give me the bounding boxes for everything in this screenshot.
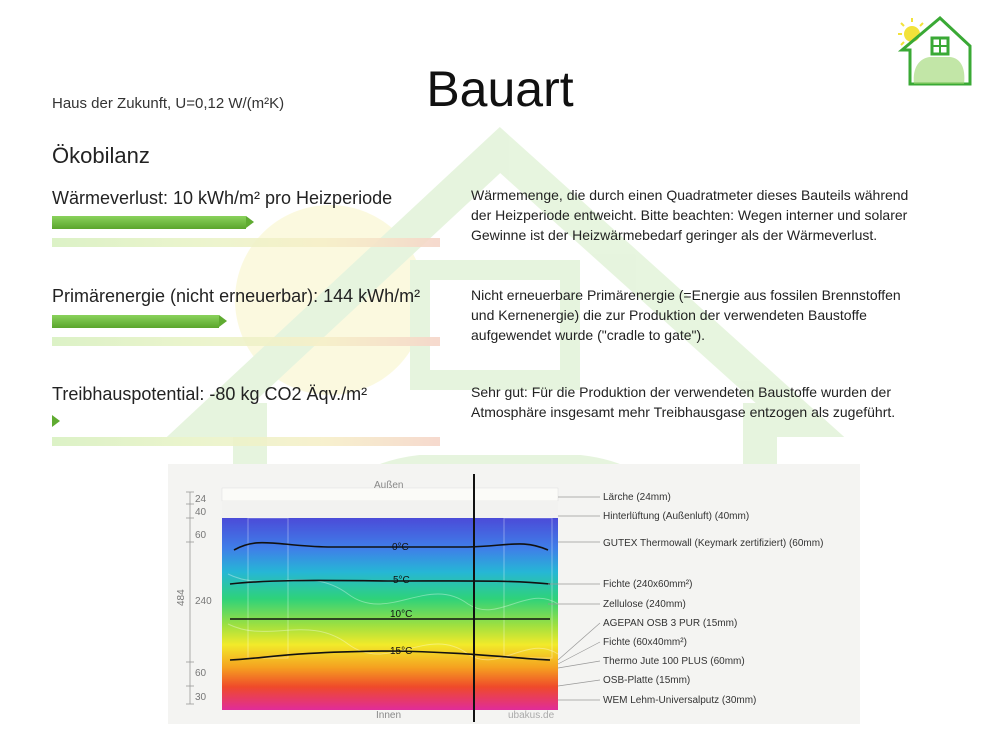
total-thickness-label: 484 <box>176 589 187 606</box>
bar-fill <box>52 315 219 328</box>
inside-label: Innen <box>376 710 402 721</box>
bar-scale <box>52 337 440 346</box>
metric-description-treibhauspotential: Sehr gut: Für die Produktion der verwendeten Baustoffe wurden der Atmosphäre insgesamt mehr Treibhausgase entzogen als zugeführt. <box>471 384 896 420</box>
dimension-label: 60 <box>195 668 207 679</box>
dimension-label: 30 <box>195 692 207 703</box>
layer-label: Fichte (240x60mm²) <box>603 579 693 590</box>
isotherm-label: 15°C <box>390 646 413 657</box>
metric-label-primaerenergie: Primärenergie (nicht erneuerbar): 144 kWh/m² <box>52 286 421 306</box>
metric-bar-primaerenergie <box>52 315 440 347</box>
metric-label-waermeverlust: Wärmeverlust: 10 kWh/m² pro Heizperiode <box>52 188 393 208</box>
dimension-label: 60 <box>195 530 207 541</box>
bar-scale <box>52 437 440 446</box>
subtitle: Haus der Zukunft, U=0,12 W/(m²K) <box>52 95 285 112</box>
dimension-label: 240 <box>195 596 212 607</box>
page-title: Bauart <box>426 61 574 117</box>
metric-description-primaerenergie: Nicht erneuerbare Primärenergie (=Energie aus fossilen Brennstoffen und Kernenergie) die zur Produktion der verwendeten Baustoffe aufgewendet wurde ("cradle to gate"). <box>471 287 901 343</box>
layer-label: Hinterlüftung (Außenluft) (40mm) <box>603 511 750 522</box>
layer-label: OSB-Platte (15mm) <box>603 675 691 686</box>
metric-label-treibhauspotential: Treibhauspotential: -80 kg CO2 Äqv./m² <box>52 384 368 404</box>
house-logo-icon <box>890 12 974 88</box>
isotherm-label: 0°C <box>392 542 409 553</box>
metric-description-waermeverlust: Wärmemenge, die durch einen Quadratmeter dieses Bauteils während der Heizperiode entweicht. Bitte beachten: Wegen interner und solarer Gewinne ist der Heizwärmebedarf geringer als der Wärmeverlust. <box>471 187 909 243</box>
layer-hinterlueftung <box>222 501 558 518</box>
wall-section-diagram <box>168 464 860 724</box>
credit-label: ubakus.de <box>508 710 555 721</box>
layer-label: AGEPAN OSB 3 PUR (15mm) <box>603 618 738 629</box>
bar-fill <box>52 216 246 229</box>
layer-label: Zellulose (240mm) <box>603 599 686 610</box>
outside-label: Außen <box>374 480 404 491</box>
layer-label: GUTEX Thermowall (Keymark zertifiziert) (60mm) <box>603 538 824 549</box>
dimension-label: 24 <box>195 494 207 505</box>
section-heading: Ökobilanz <box>52 143 150 168</box>
isotherm-label: 5°C <box>393 575 410 586</box>
bar-scale <box>52 238 440 247</box>
layer-label: Lärche (24mm) <box>603 492 671 503</box>
layer-label: Fichte (60x40mm²) <box>603 637 687 648</box>
layer-label: WEM Lehm-Universalputz (30mm) <box>603 695 757 706</box>
isotherm-label: 10°C <box>390 609 413 620</box>
dimension-label: 40 <box>195 507 207 518</box>
layer-label: Thermo Jute 100 PLUS (60mm) <box>603 656 745 667</box>
metric-bar-treibhauspotential <box>52 415 440 447</box>
metric-bar-waermeverlust <box>52 216 440 248</box>
